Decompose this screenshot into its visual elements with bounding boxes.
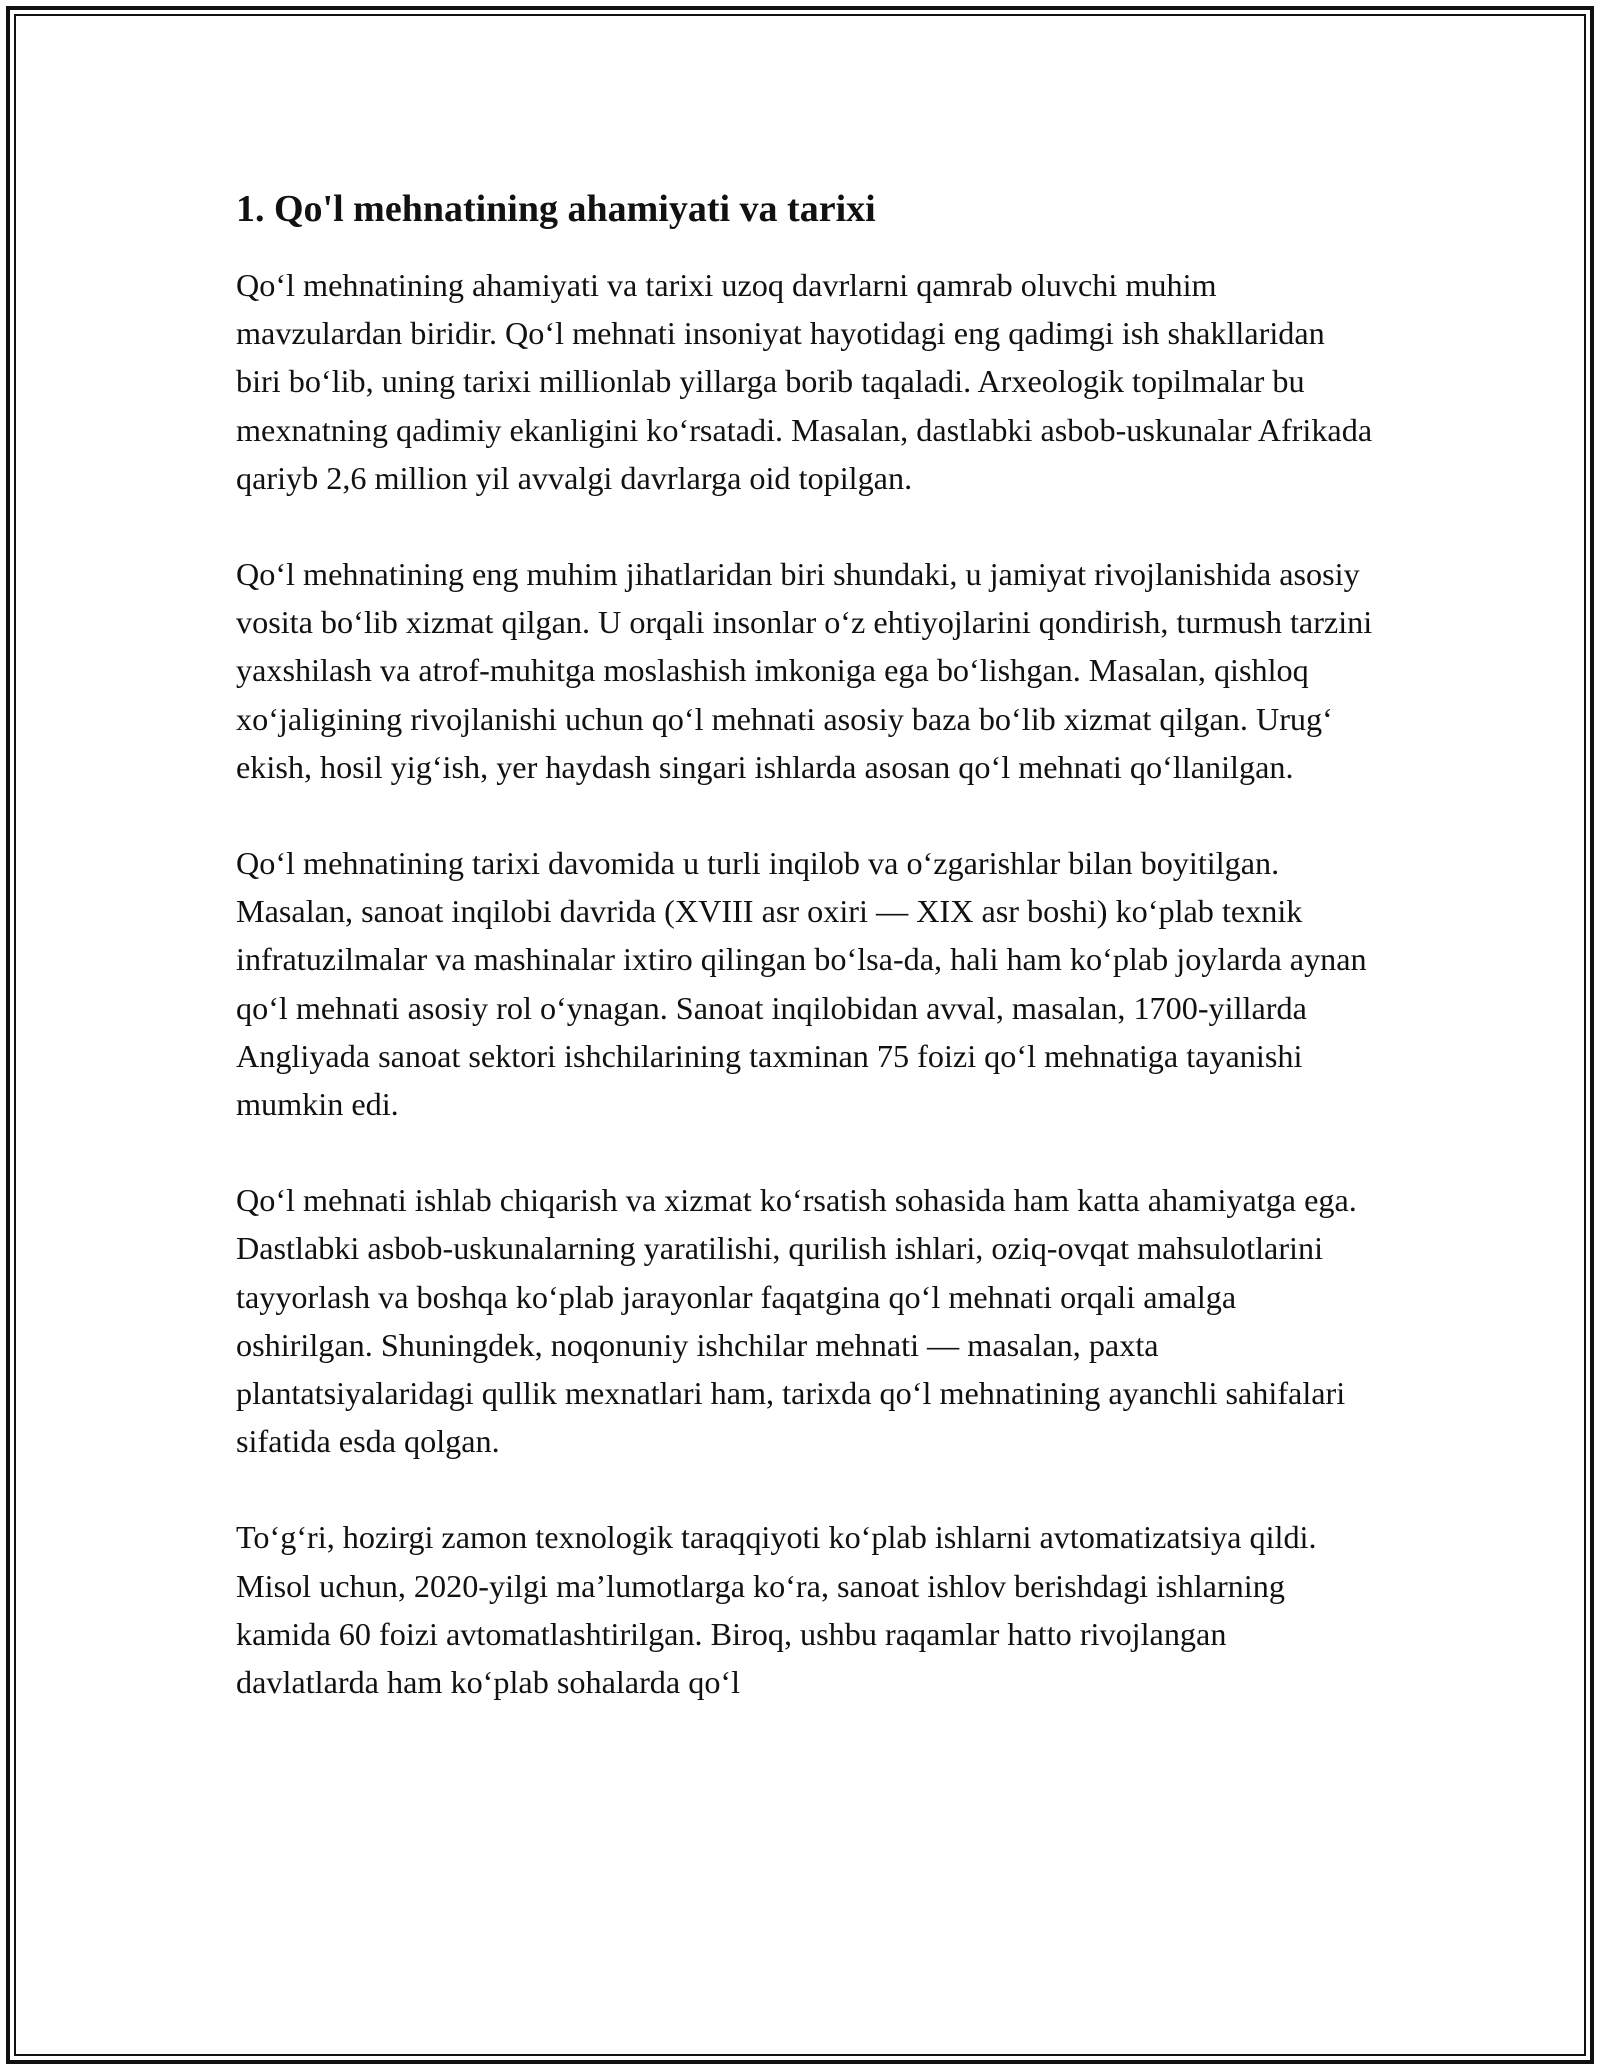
paragraph-1: Qo‘l mehnatining ahamiyati va tarixi uzoq davrlarni qamrab oluvchi muhim mavzulardan biridir. Qo‘l mehnati insoniyat hayotidagi eng qadimgi ish shakllaridan biri bo‘lib, uning tarixi millionlab yillarga borib taqaladi. Arxeologik topilmalar bu mexnatning qadimiy ekanligini ko‘rsatadi. Masalan, dastlabki asbob-uskunalar Afrikada qariyb 2,6 million yil avvalgi davrlarga oid topilgan. (236, 267, 1373, 496)
section-heading: 1. Qo'l mehnatining ahamiyati va tarixi (236, 188, 876, 230)
paragraph-3: Qo‘l mehnatining tarixi davomida u turli inqilob va o‘zgarishlar bilan boyitilgan. Masalan, sanoat inqilobi davrida (XVIII asr oxiri — XIX asr boshi) ko‘plab texnik infratuzilmalar va mashinalar ixtiro qilingan bo‘lsa-da, hali ham ko‘plab joylarda aynan qo‘l mehnati asosiy rol o‘ynagan. Sanoat inqilobidan avval, masalan, 1700-yillarda Angliyada sanoat sektori ishchilarining taxminan 75 foizi qo‘l mehnatiga tayanishi mumkin edi. (236, 845, 1367, 1123)
paragraph-5: To‘g‘ri, hozirgi zamon texnologik taraqqiyoti ko‘plab ishlarni avtomatizatsiya qildi. Misol uchun, 2020-yilgi ma’lumotlarga ko‘ra, sanoat ishlov berishdagi ishlarning kamida 60 foizi avtomatlashtirilgan. Biroq, ushbu raqamlar hatto rivojlangan davlatlarda ham ko‘plab sohalarda qo‘l (236, 1519, 1317, 1701)
document-body (236, 185, 1376, 1754)
paragraph-4: Qo‘l mehnati ishlab chiqarish va xizmat ko‘rsatish sohasida ham katta ahamiyatga ega. Dastlabki asbob-uskunalarning yaratilishi, qurilish ishlari, oziq-ovqat mahsulotlarini tayyorlash va boshqa ko‘plab jarayonlar faqatgina qo‘l mehnati orqali amalga oshirilgan. Shuningdek, noqonuniy ishchilar mehnati — masalan, paxta plantatsiyalaridagi qullik mexnatlari ham, tarixda qo‘l mehnatining ayanchli sahifalari sifatida esda qolgan. (236, 1182, 1357, 1460)
paragraph-2: Qo‘l mehnatining eng muhim jihatlaridan biri shundaki, u jamiyat rivojlanishida asosiy vosita bo‘lib xizmat qilgan. U orqali insonlar o‘z ehtiyojlarini qondirish, turmush tarzini yaxshilash va atrof-muhitga moslashish imkoniga ega bo‘lishgan. Masalan, qishloq xo‘jaligining rivojlanishi uchun qo‘l mehnati asosiy baza bo‘lib xizmat qilgan. Urug‘ ekish, hosil yig‘ish, yer haydash singari ishlarda asosan qo‘l mehnati qo‘llanilgan. (236, 556, 1373, 785)
